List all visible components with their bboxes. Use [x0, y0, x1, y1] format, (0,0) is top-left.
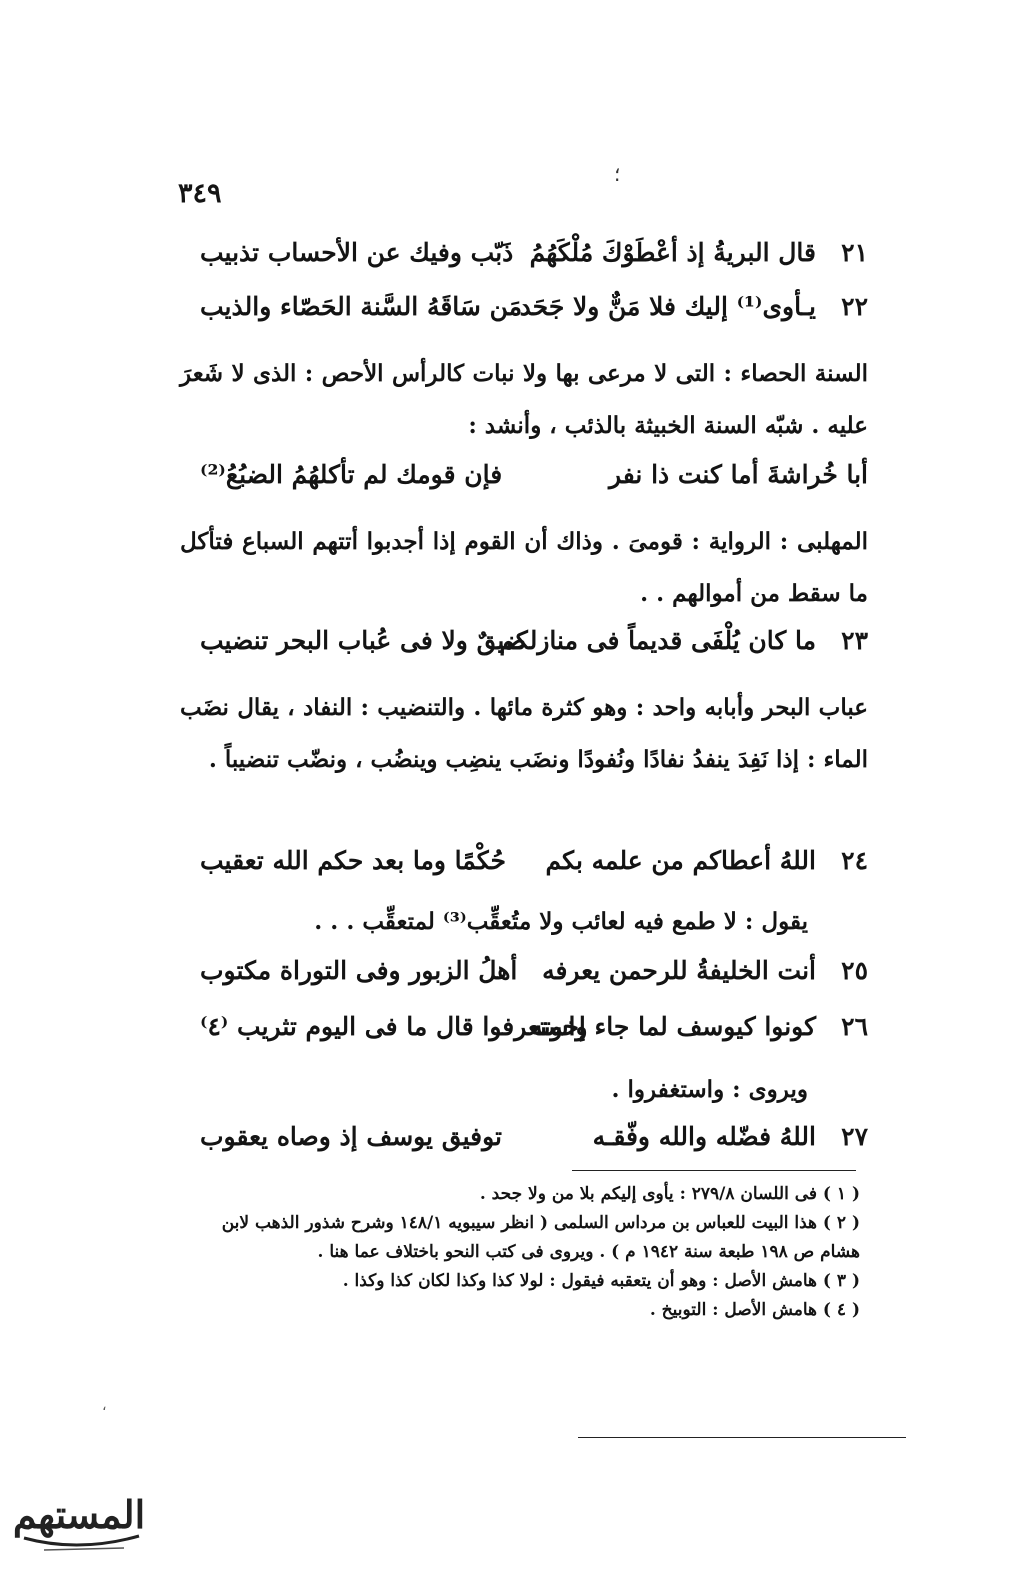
commentary-paragraph: المهلبى : الرواية : قومىَ . وذاك أن القوم إذا أجدبوا أتتهم السباع فتأكل ما سقط من أموالهم . .: [180, 528, 868, 607]
verse-number: ٢٧: [841, 1122, 868, 1151]
verse-21: [180, 238, 868, 282]
commentary-paragraph: يقول : لا طمع فيه لعائب ولا متُعقِّب⁽³⁾ لمتعقِّب . . .: [314, 908, 808, 935]
verse-22: [180, 292, 868, 336]
verse-number: ٢٥: [841, 956, 868, 985]
commentary-paragraph: ويروى : واستغفروا .: [611, 1076, 808, 1103]
verse-second-hemistich: توفيق يوسف إذ وصاه يعقوب: [200, 1122, 502, 1151]
commentary-paragraph: عباب البحر وأبابه واحد : وهو كثرة مائها . والتنضيب : النفاد ، يقال نضَب الماء : إذا نَفِدَ ينفدُ نفادًا ونُفودًا ونضَب ينضِب وينضُب ، ونضّب تنضيباً .: [180, 694, 868, 773]
verse-first-hemistich: كونوا كيوسف لما جاء إخوته: [530, 1012, 816, 1041]
verse-26: [180, 1012, 868, 1056]
verse-second-hemistich: حُكْمًا وما بعد حكم الله تعقيب: [200, 846, 506, 875]
verse-second-hemistich: ضيقٌ ولا فى عُباب البحر تنضيب: [200, 626, 527, 655]
verse-first-hemistich: يـأوى⁽¹⁾ إليك فلا مَنٌّ ولا جَحَد: [519, 292, 816, 321]
verse-second-hemistich: أهلُ الزبور وفى التوراة مكتوب: [200, 956, 518, 985]
footnote-4: ( ٤ ) هامش الأصل : التوبيخ .: [649, 1300, 860, 1320]
verse-number: ٢٢: [841, 292, 868, 321]
stray-mark: ،: [102, 1398, 107, 1414]
verse-number: ٢٤: [841, 846, 868, 875]
footnotes: [180, 1180, 860, 1325]
quoted-poem-line: [180, 460, 868, 504]
verse-first-hemistich: اللهُ أعطاكم من علمه بكم: [545, 846, 816, 875]
bottom-rule: [578, 1437, 906, 1438]
poem-second-hemistich: فإن قومك لم تأكلهُمُ الضبُعُ⁽²⁾: [200, 460, 503, 489]
verse-first-hemistich: قال البريةُ إذ أعْطَوْكَ مُلْكَهُمُ: [529, 238, 816, 267]
verse-second-hemistich: واستعرفوا قال ما فى اليوم تثريب ⁽٤⁾: [200, 1012, 588, 1041]
verse-number: ٢١: [841, 238, 868, 267]
verse-second-hemistich: مَن سَاقَهُ السَّنة الحَصّاء والذيب: [200, 292, 522, 321]
poem-first-hemistich: أبا خُراشةَ أما كنت ذا نفر: [608, 460, 868, 489]
verse-24: [180, 846, 868, 890]
verse-first-hemistich: اللهُ فضّله والله وفّقـه: [592, 1122, 816, 1151]
publisher-logo-icon: [4, 1468, 154, 1578]
verse-first-hemistich: ما كان يُلْفَى قديماً فى منازلكم: [499, 626, 816, 655]
verse-second-hemistich: ذَبّب وفيك عن الأحساب تذبيب: [200, 238, 514, 267]
verse-number: ٢٦: [841, 1012, 868, 1041]
verse-first-hemistich: أنت الخليفةُ للرحمن يعرفه: [542, 956, 816, 985]
verse-27: [180, 1122, 868, 1166]
verse-23: [180, 626, 868, 670]
verse-number: ٢٣: [841, 626, 868, 655]
verse-25: [180, 956, 868, 1000]
logo-text: المستهم: [12, 1492, 146, 1537]
footnote-3: ( ٣ ) هامش الأصل : وهو أن يتعقبه فيقول : لولا كذا وكذا لكان كذا وكذا .: [342, 1271, 860, 1291]
footnote-1: ( ١ ) فى اللسان ٢٧٩/٨ : يأوى إليكم بلا من ولا جحد .: [479, 1184, 860, 1204]
stray-mark: ؛: [614, 162, 621, 186]
footnote-2: ( ٢ ) هذا البيت للعباس بن مرداس السلمى ( انظر سيبويه ١٤٨/١ وشرح شذور الذهب لابن هشام ص ١٩٨ طبعة سنة ١٩٤٢ م ) . ويروى فى كتب النحو باختلاف عما هنا .: [221, 1213, 860, 1262]
footnote-separator: [572, 1170, 856, 1171]
page-number: ٣٤٩: [178, 178, 222, 209]
commentary-paragraph: السنة الحصاء : التى لا مرعى بها ولا نبات كالرأس الأحص : الذى لا شَعرَ عليه . شبّه السنة الخبيثة بالذئب ، وأنشد :: [180, 360, 868, 439]
